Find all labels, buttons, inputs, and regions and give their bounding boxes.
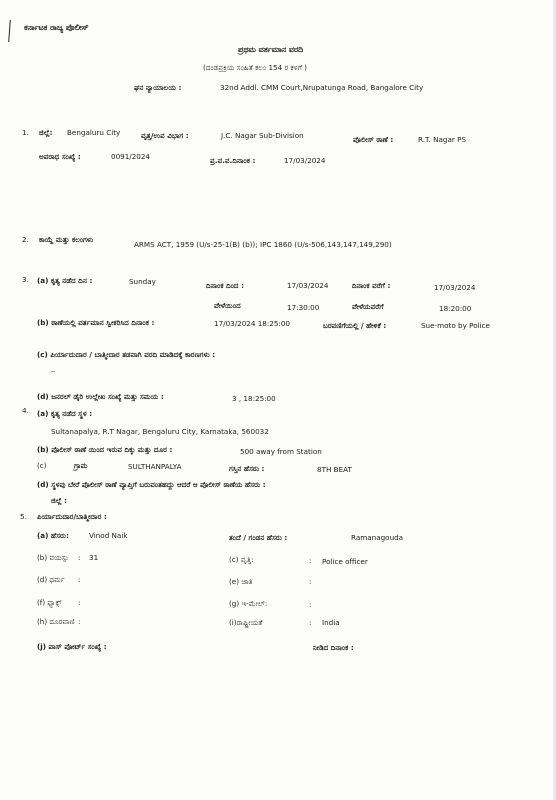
religion-colon: :: [78, 575, 81, 584]
fax-colon: :: [78, 598, 81, 607]
direction-distance-label: (b) ಪೊಲೀಸ್ ಠಾಣೆ ಯಿಂದ ಇರುವ ದಿಕ್ಕು ಮತ್ತು ದೂರ :: [37, 445, 173, 454]
to-date-value: 17/03/2024: [434, 283, 476, 292]
section-2-number: 2.: [22, 235, 29, 244]
passport-issue-date-label: ನೀಡಿದ ದಿನಾಂಕ :: [313, 643, 354, 652]
written-oral-value: Sue-moto by Police: [421, 321, 490, 330]
occupation-value: Police officer: [322, 557, 368, 566]
place-value: Sultanapalya, R.T Nagar, Bengaluru City, Karnataka, 560032: [51, 427, 269, 436]
beat-label: ಗಸ್ತಿನ ಹೆಸರು :: [229, 464, 265, 473]
from-time-label: ವೇಳೆಯಿಂದ: [214, 301, 241, 310]
court-value: 32nd Addl. CMM Court,Nrupatunga Road, Bangalore City: [220, 83, 424, 92]
direction-distance-value: 500 away from Station: [240, 447, 322, 456]
circle-value: J.C. Nagar Sub-Division: [221, 131, 304, 140]
father-name-label: ತಂದೆ / ಗಂಡನ ಹೆಸರು :: [229, 533, 288, 542]
village-label: ಗ್ರಾಮ: [74, 461, 88, 470]
nationality-colon: :: [309, 618, 312, 627]
age-colon: :: [78, 553, 81, 562]
from-date-label: ದಿನಾಂಕ ದಿಂದ :: [206, 281, 244, 290]
fir-date-value: 17/03/2024: [284, 156, 326, 165]
police-station-label: ಪೊಲೀಸ್ ಠಾಣೆ :: [353, 135, 394, 144]
occurrence-day-value: Sunday: [129, 277, 156, 286]
from-date-value: 17/03/2024: [287, 281, 329, 290]
father-name-value: Ramanagouda: [351, 533, 404, 542]
caste-label: (e) ಜಾತಿ: [229, 577, 253, 586]
nationality-value: India: [322, 618, 340, 627]
district-value: Bengaluru City: [67, 128, 121, 137]
to-time-value: 18:20:00: [439, 304, 472, 313]
passport-label: (j) ಪಾಸ್ ಪೋರ್ಟ್ ಸಂಖ್ಯೆ :: [37, 642, 107, 651]
received-date-value: 17/03/2024 18:25:00: [214, 319, 290, 328]
occupation-colon: :: [309, 556, 312, 565]
religion-label: (d) ಧರ್ಮ: [37, 575, 65, 584]
complainant-name-value: Vinod Naik: [89, 531, 128, 540]
section-3-number: 3.: [22, 275, 29, 284]
court-label: ಘನ ನ್ಯಾಯಾಲಯ :: [134, 83, 182, 92]
village-value: SULTHANPALYA: [128, 462, 182, 471]
phone-colon: :: [78, 617, 81, 626]
acts-sections-label: ಕಾಯ್ದೆ ಮತ್ತು ಕಲಂಗಳು: [39, 235, 94, 244]
section-4-number: 4.: [22, 406, 29, 415]
age-label: (b) ವಯಸ್ಸು: [37, 553, 69, 562]
caste-colon: :: [309, 577, 312, 586]
email-label: (g) ಇ-ಮೇಲ್:: [229, 599, 268, 608]
section-5-number: 5.: [20, 512, 27, 521]
document-title: ಪ್ರಥಮ ವರ್ತಮಾನ ವರದಿ: [238, 45, 304, 54]
other-district-label: ಜಿಲ್ಲೆ :: [51, 496, 68, 505]
general-diary-label: (d) ಜನರಲ್ ಡೈರಿ ಉಲ್ಲೇಖ ಸಂಖ್ಯೆ ಮತ್ತು ಸಮಯ :: [37, 392, 164, 401]
to-time-label: ವೇಳೆಯವರೆಗೆ: [352, 302, 384, 311]
age-value: 31: [89, 553, 99, 562]
from-time-value: 17:30:00: [287, 303, 320, 312]
nationality-label: (i)ರಾಷ್ಟ್ರೀಯತೆ: [229, 618, 263, 627]
general-diary-value: 3 , 18:25:00: [232, 394, 276, 403]
fir-date-label: ಪ್ರ.ವ.ವ.ದಿನಾಂಕ :: [210, 156, 256, 165]
beat-value: 8TH BEAT: [317, 465, 352, 474]
district-label: ಜಿಲ್ಲೆ:: [39, 128, 53, 137]
complainant-heading: ಪಿರ್ಯಾದುದಾರ/ಬಾತ್ಮೀದಾರ :: [37, 512, 107, 521]
received-date-label: (b) ಠಾಣೆಯಲ್ಲಿ ವರ್ತಮಾನ ಸ್ವೀಕರಿಸಿದ ದಿನಾಂಕ :: [37, 318, 155, 327]
village-marker: (c): [37, 461, 47, 470]
crime-number-label: ಅಪರಾಧ ಸಂಖ್ಯೆ :: [39, 152, 81, 161]
delay-reason-value: --: [51, 368, 56, 375]
document-subtitle: (ದಂಡಪ್ರಕ್ರಿಯ ಸಂಹಿತೆ ಕಲಂ 154 ರ ಕಳಗೆ ): [203, 63, 307, 72]
delay-reason-label: (c) ಪಿರ್ಯಾದುದಾರ / ಬಾತ್ಮೀದಾರ ತಡವಾಗಿ ವರದಿ ಮಾಡಿದಕ್ಕೆ ಕಾರಣಗಳು :: [37, 350, 216, 359]
department-name: ಕರ್ನಾಟಕ ರಾಜ್ಯ ಪೊಲೀಸ್: [24, 23, 89, 32]
phone-label: (h) ದೂರವಾಣಿ: [37, 617, 75, 626]
fax-label: (f) ಫ್ಯಾಕ್ಸ್: [37, 598, 62, 607]
other-station-label: (d) ಸ್ಥಳವು ಬೇರೆ ಪೊಲೀಸ್ ಠಾಣೆ ವ್ಯಾಪ್ತಿಗೆ ಬರುವಂತಹದ್ದು ಆದರೆ ಆ ಪೊಲೀಸ್ ಠಾಣೆಯ ಹೆಸರು :: [37, 480, 266, 489]
circle-label: ವೃತ್ತ/ಉಪ ವಿಭಾಗ :: [141, 131, 189, 140]
place-label: (a) ಕೃತ್ಯ ನಡೆದ ಸ್ಥಳ :: [37, 409, 93, 418]
acts-sections-value: ARMS ACT, 1959 (U/s-25-1(B) (b)); IPC 1860 (U/s-506,143,147,149,290): [134, 240, 392, 249]
margin-pen-mark: [8, 20, 11, 42]
crime-number-value: 0091/2024: [111, 152, 151, 161]
police-station-value: R.T. Nagar PS: [418, 135, 467, 144]
to-date-label: ದಿನಾಂಕ ವರೆಗೆ :: [352, 281, 391, 290]
occurrence-day-label: (a) ಕೃತ್ಯ ನಡೆದ ದಿನ :: [37, 276, 93, 285]
section-1-number: 1.: [22, 128, 29, 137]
email-colon: :: [309, 600, 312, 609]
written-oral-label: ಬರವಣಿಗೆಯಲ್ಲಿ / ಹೇಳಿಕೆ :: [323, 321, 387, 330]
complainant-name-label: (a) ಹೆಸರು:: [37, 531, 69, 540]
occupation-label: (c) ವೃತ್ತಿ:: [229, 555, 254, 564]
